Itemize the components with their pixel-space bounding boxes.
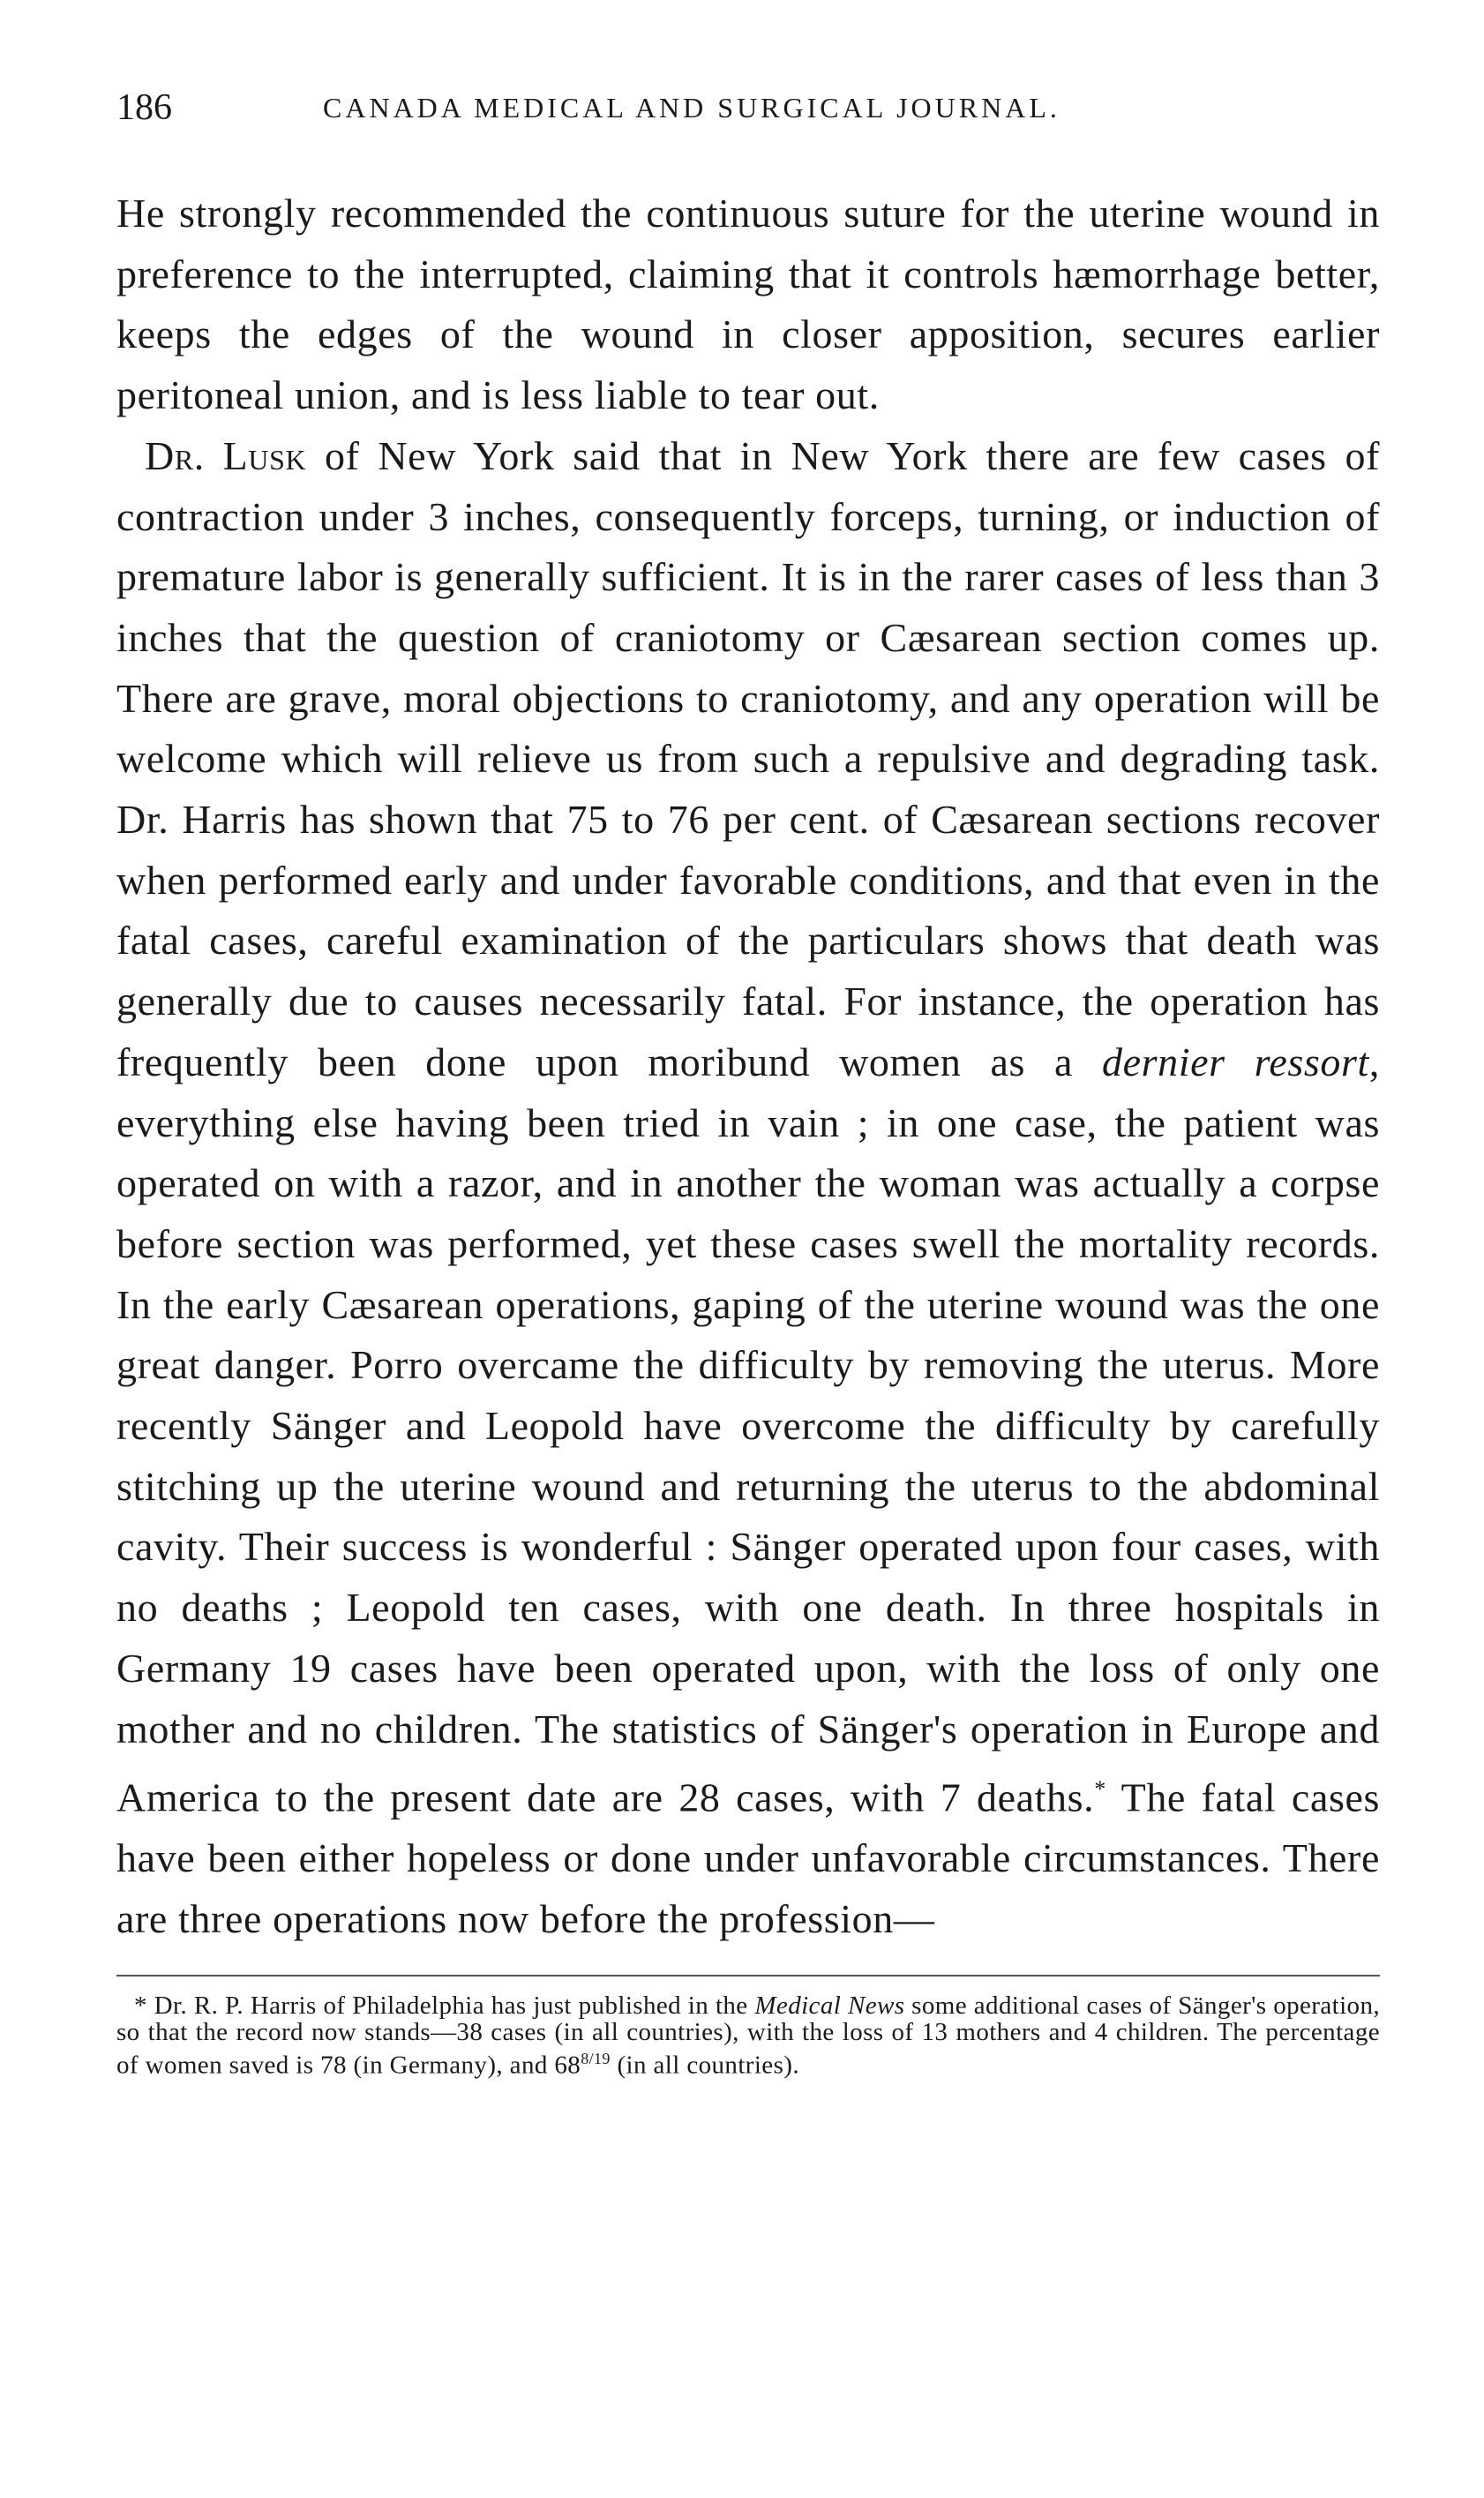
footnote	[116, 1992, 1380, 2079]
footnote-text-c: (in all countries).	[610, 2051, 799, 2080]
paragraph-1: He strongly recommended the continuous suture for the uterine wound in preference to the interrupted, claiming that it controls hæmorrhage better, keeps the edges of the wound in closer apposition, secures earlier peritoneal union, and is less liable to tear out.	[116, 191, 1380, 418]
journal-title: CANADA MEDICAL AND SURGICAL JOURNAL.	[323, 92, 1061, 124]
footnote-fraction: 8/19	[581, 2049, 611, 2067]
footnote-text-b: some additional cases of Sänger's operation, so that the record now stands—38 cases (in all countries), with the loss of 13 mothers and 4 children. The percentage of women saved is 78 (in Germany), and 68	[116, 1991, 1380, 2080]
paragraph-2	[116, 426, 1380, 1950]
running-head	[116, 86, 1380, 141]
article-body	[116, 184, 1380, 1950]
footnote-reference[interactable]: *	[1094, 1776, 1106, 1803]
speaker-name: Dr. Lusk	[145, 432, 307, 478]
footnote-text-a: Dr. R. P. Harris of Philadelphia has just published in the	[146, 1991, 755, 2020]
journal-page	[116, 86, 1380, 2078]
footnote-rule	[116, 1975, 1380, 1977]
paragraph-2-text-c: The fatal cases have been either hopeless or done under unfavorable circumstances. There are three operations now before the profession—	[116, 1774, 1380, 1942]
footnote-italic-title: Medical News	[754, 1991, 905, 2020]
paragraph-2-text-b: , everything else having been tried in vain ; in one case, the patient was operated on with a razor, and in another the woman was actually a corpse before section was performed, yet these cases swell the mortality records. In the early Cæsarean operations, gaping of the uterine wound was the one great danger. Porro overcame the difficulty by removing the uterus. More recently Sänger and Leopold have overcome the difficulty by carefully stitching up the uterine wound and returning the uterus to the abdominal cavity. Their success is wonderful : Sänger operated upon four cases, with no deaths ; Leopold ten cases, with one death. In three hospitals in Germany 19 cases have been operated upon, with the loss of only one mother and no children. The statistics of Sänger's operation in Europe and America to the present date are 28 cases, with 7 deaths.	[116, 1039, 1380, 1820]
footnote-marker: *	[134, 1991, 147, 2020]
paragraph-2-text-a: of New York said that in New York there are few cases of contraction under 3 inches, consequently forceps, turning, or induction of premature labor is generally sufficient. It is in the rarer cases of less than 3 inches that the question of craniotomy or Cæsarean section comes up. There are grave, moral objections to craniotomy, and any operation will be welcome which will relieve us from such a repulsive and degrading task. Dr. Harris has shown that 75 to 76 per cent. of Cæsarean sections recover when performed early and under favorable conditions, and that even in the fatal cases, careful examination of the particulars shows that death was generally due to causes necessarily fatal. For instance, the operation has frequently been done upon moribund women as a	[116, 432, 1380, 1084]
italic-phrase: dernier ressort	[1101, 1039, 1369, 1084]
page-number: 186	[116, 87, 172, 128]
